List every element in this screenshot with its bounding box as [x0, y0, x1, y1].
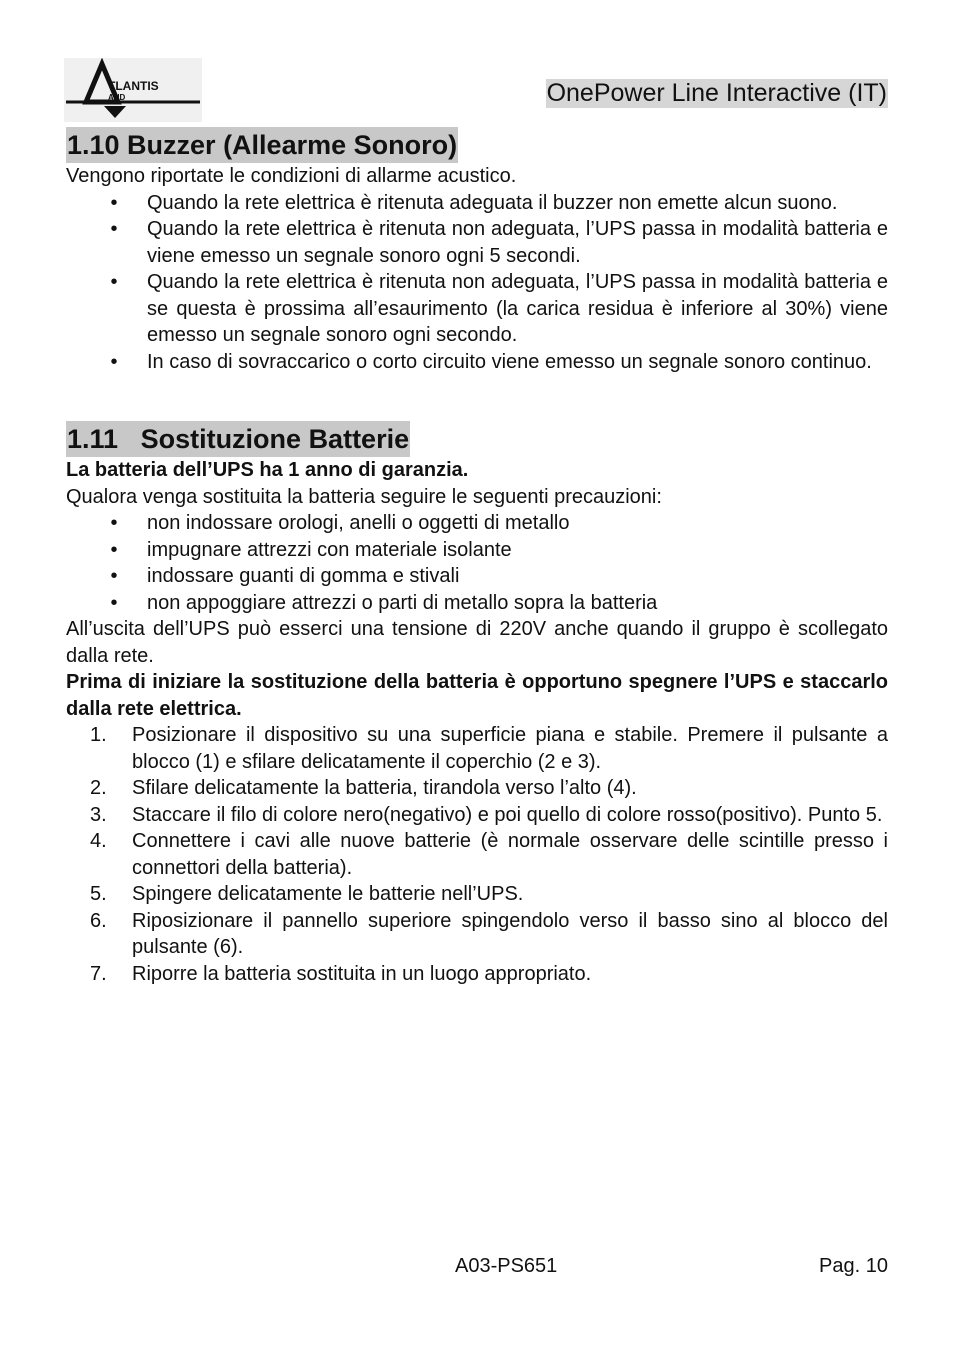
- list-item: • Quando la rete elettrica è ritenuta adeguata il buzzer non emette alcun suono.: [66, 190, 888, 217]
- atlantis-logo-icon: [64, 58, 202, 122]
- bullet-icon: •: [110, 218, 118, 240]
- section-spacer: [66, 375, 888, 421]
- bullet-icon: •: [110, 565, 118, 587]
- buzzer-intro: Vengono riportate le condizioni di allarme acustico.: [66, 165, 517, 187]
- list-item: 4. Connettere i cavi alle nuove batterie (è normale osservare delle scintille presso i connettori della batteria).: [90, 830, 888, 879]
- list-item: • In caso di sovraccarico o corto circuito viene emesso un segnale sonoro continuo.: [66, 349, 888, 376]
- bullet-icon: •: [110, 591, 118, 614]
- precautions-list: [66, 510, 888, 616]
- bullet-icon: •: [110, 350, 118, 373]
- svg-text:AND: AND: [108, 93, 126, 102]
- section-heading-battery-replacement: 1.11 Sostituzione Batterie: [66, 421, 410, 457]
- bullet-icon: •: [110, 191, 118, 214]
- list-item: 2. Sfilare delicatamente la batteria, tirandola verso l’alto (4).: [90, 777, 637, 799]
- list-item: • Quando la rete elettrica è ritenuta non adeguata, l’UPS passa in modalità batteria e viene emesso un segnale sonoro ogni 5 secondi.: [66, 216, 888, 269]
- list-item: • indossare guanti di gomma e stivali: [66, 563, 888, 590]
- list-item: 6. Riposizionare il pannello superiore spingendolo verso il basso sino al blocco del pulsante (6).: [90, 909, 888, 958]
- svg-text:TLANTIS: TLANTIS: [108, 79, 159, 93]
- voltage-note: All’uscita dell’UPS può esserci una tensione di 220V anche quando il gruppo è scollegato dalla rete.: [66, 618, 888, 667]
- buzzer-conditions-list: [66, 190, 888, 376]
- safety-warning: Prima di iniziare la sostituzione della batteria è opportuno spegnere l’UPS e staccarlo dalla rete elettrica.: [66, 671, 888, 720]
- atlantis-land-logo: [64, 58, 202, 122]
- page-content: [66, 127, 888, 987]
- list-item: 5. Spingere delicatamente le batterie nell’UPS.: [90, 883, 524, 905]
- replacement-steps-list: [66, 722, 888, 987]
- bullet-icon: •: [110, 538, 118, 561]
- list-item: • Quando la rete elettrica è ritenuta non adeguata, l’UPS passa in modalità batteria e se questa è prossima all’esaurimento (la carica residua è inferiore al 30%) viene emesso un segnale sonoro ogni secondo.: [66, 269, 888, 349]
- list-item: • impugnare attrezzi con materiale isolante: [66, 537, 888, 564]
- section-heading-buzzer: 1.10 Buzzer (Allearme Sonoro): [66, 127, 458, 163]
- list-item: • non appoggiare attrezzi o parti di metallo sopra la batteria: [66, 590, 888, 617]
- list-item: • non indossare orologi, anelli o oggetti di metallo: [66, 510, 888, 537]
- list-item: 1. Posizionare il dispositivo su una superficie piana e stabile. Premere il pulsante a blocco (1) e sfilare delicatamente il coperchio (2 e 3).: [90, 724, 888, 773]
- document-header-title: OnePower Line Interactive (IT): [546, 79, 887, 107]
- bullet-icon: •: [110, 512, 118, 534]
- page-number: Pag. 10: [819, 1255, 888, 1277]
- bullet-icon: •: [110, 271, 118, 293]
- precautions-intro: Qualora venga sostituita la batteria seguire le seguenti precauzioni:: [66, 485, 662, 508]
- document-code: A03-PS651: [455, 1255, 558, 1277]
- warranty-note: La batteria dell’UPS ha 1 anno di garanzia.: [66, 459, 469, 481]
- list-item: 3. Staccare il filo di colore nero(negativo) e poi quello di colore rosso(positivo). Punto 5.: [90, 803, 883, 826]
- list-item: 7. Riporre la batteria sostituita in un luogo appropriato.: [90, 962, 592, 985]
